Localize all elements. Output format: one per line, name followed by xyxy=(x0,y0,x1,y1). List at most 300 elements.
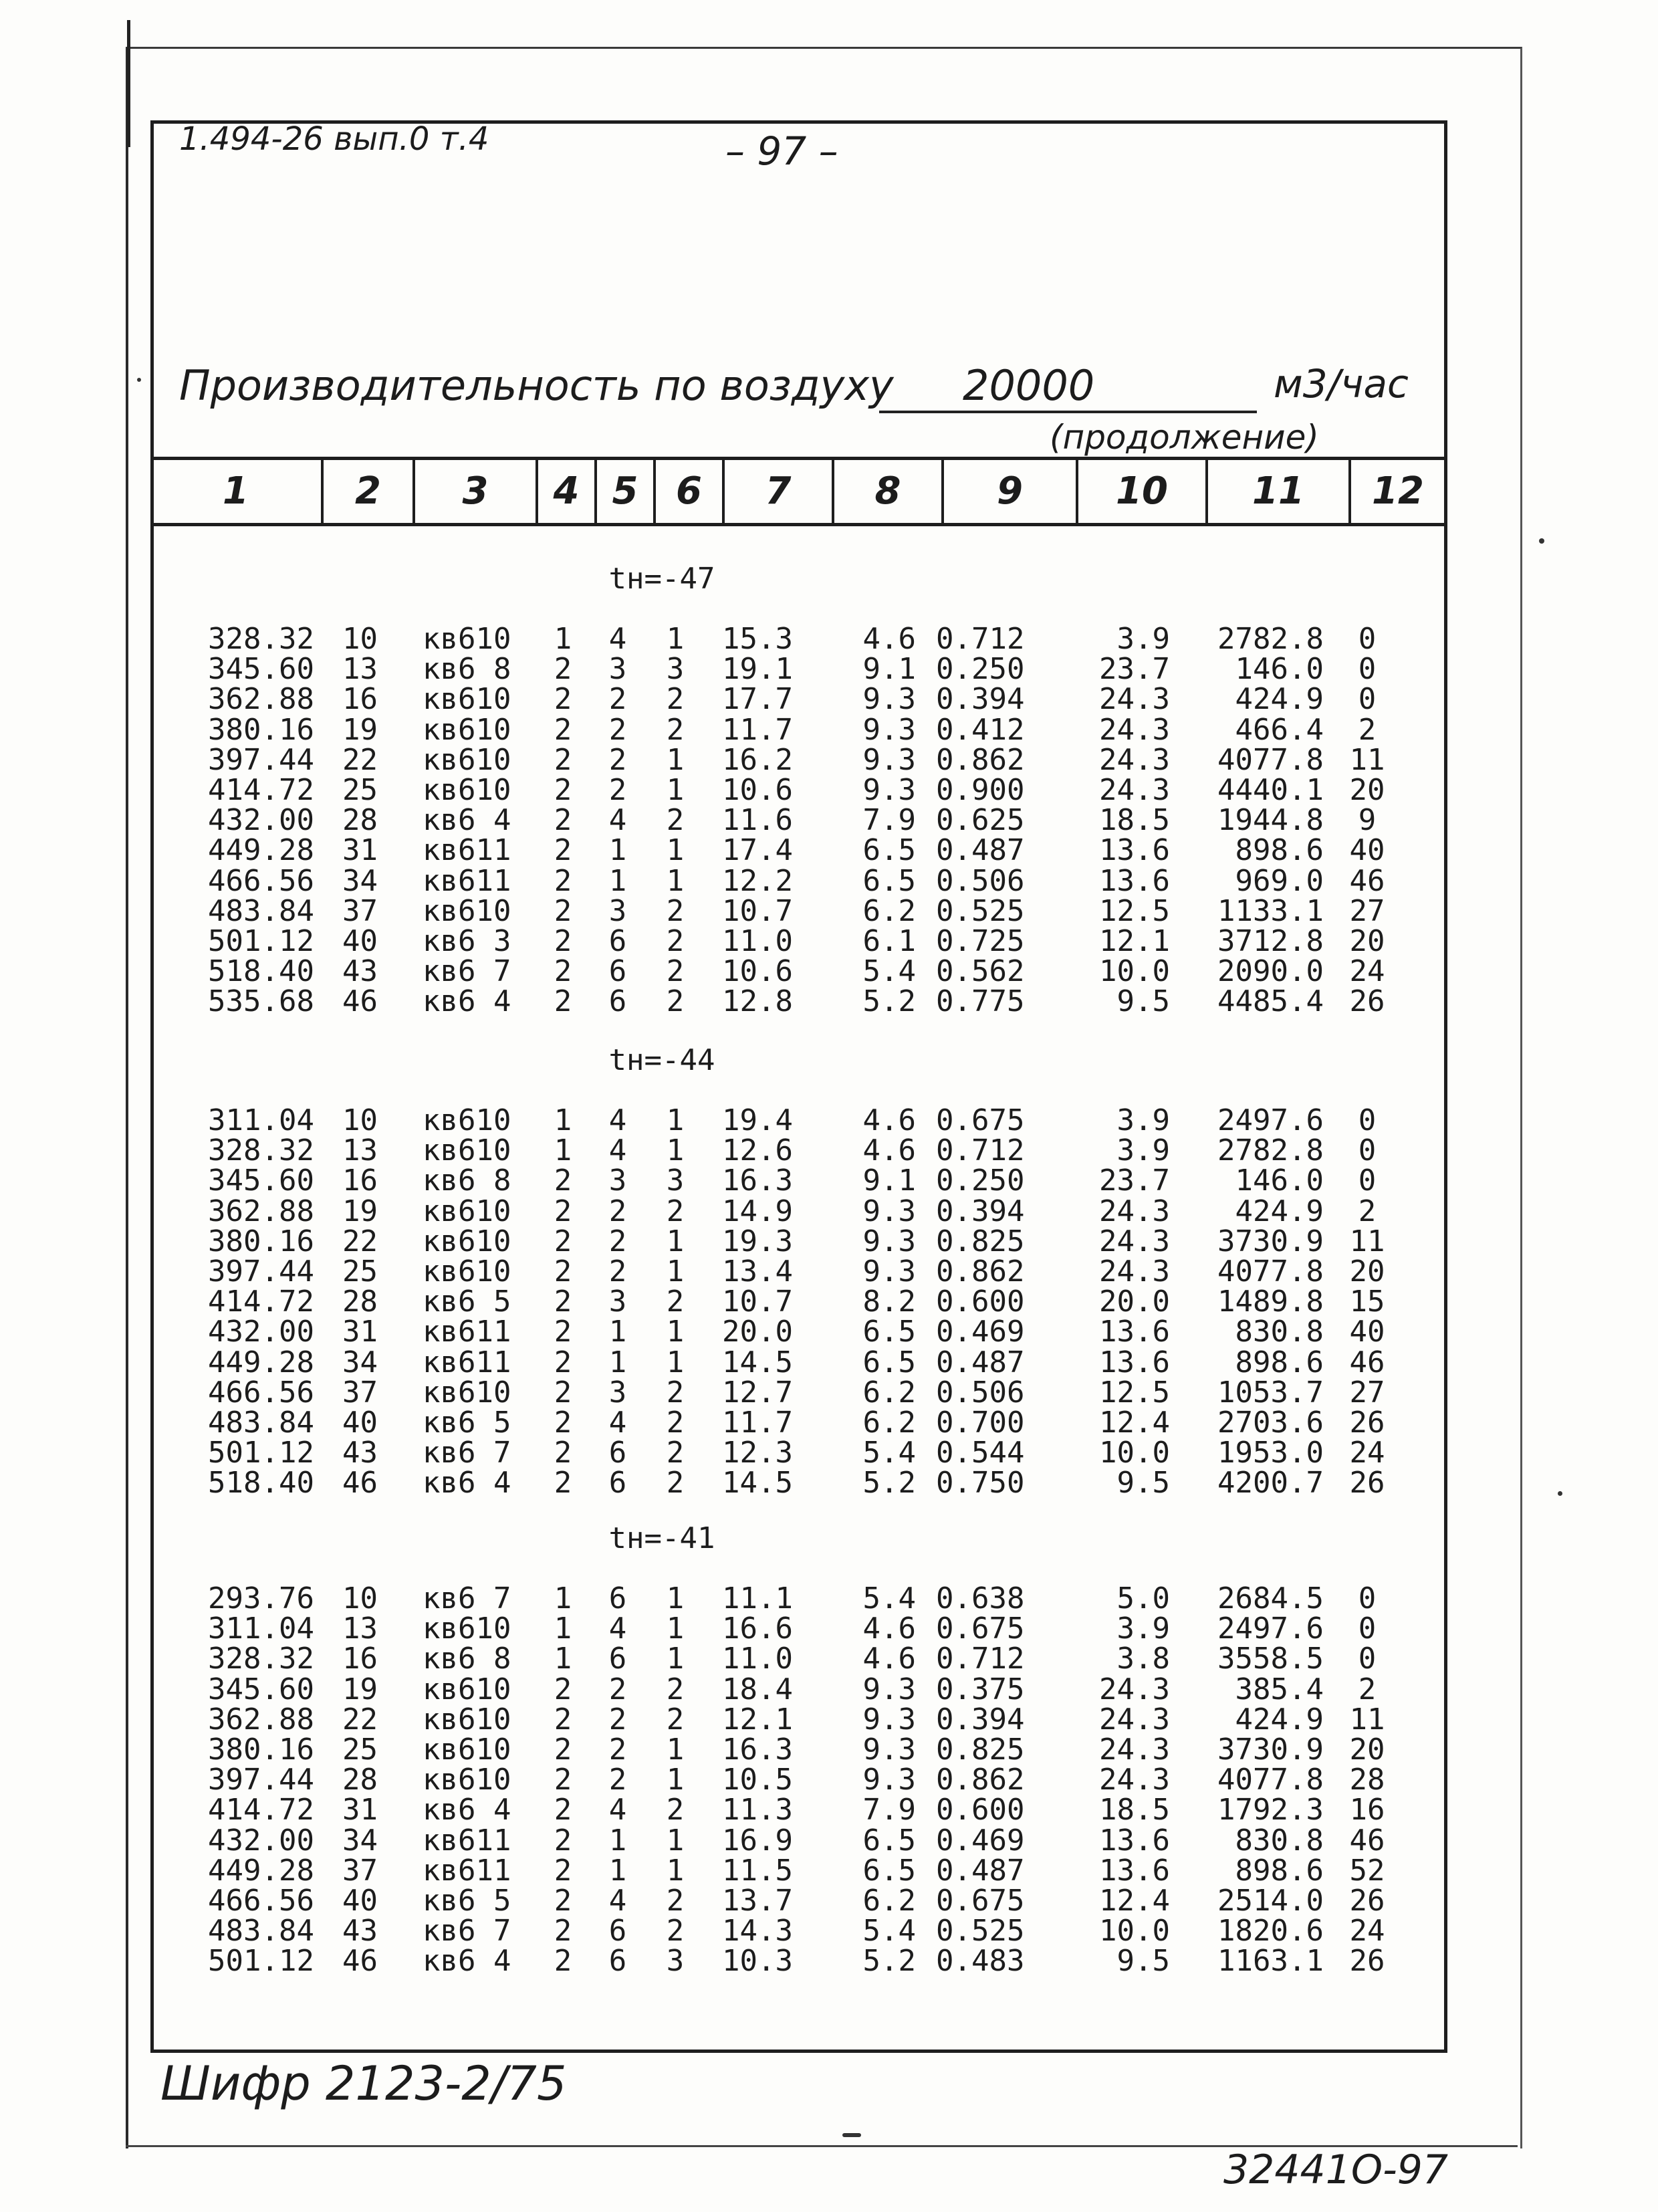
table-cell: 1 xyxy=(608,833,627,868)
table-cell: 2 xyxy=(608,1194,627,1228)
table-cell: кв610 xyxy=(423,893,511,928)
table-cell: 16 xyxy=(342,1642,378,1676)
table-row xyxy=(0,1194,1658,1228)
table-cell: 1820.6 xyxy=(1217,1914,1324,1949)
table-cell: 3.9 xyxy=(1116,1612,1170,1646)
table-cell: 1 xyxy=(666,1345,685,1379)
table-cell: 3 xyxy=(666,652,685,687)
table-cell: кв611 xyxy=(423,833,511,868)
table-cell: 1 xyxy=(666,1224,685,1258)
table-cell: 2 xyxy=(554,1164,572,1198)
table-cell: 6.1 xyxy=(862,924,916,958)
table-cell: кв6 4 xyxy=(423,984,511,1019)
table-cell: 2 xyxy=(608,1224,627,1258)
table-cell: 2 xyxy=(666,1672,685,1706)
table-row xyxy=(0,773,1658,807)
table-cell: 16.2 xyxy=(722,742,793,777)
table-cell: кв610 xyxy=(423,1254,511,1289)
table-cell: 10.0 xyxy=(1099,1914,1170,1949)
table-row xyxy=(0,1884,1658,1918)
table-header-row xyxy=(150,457,1447,526)
table-cell: 6 xyxy=(608,1436,627,1470)
column-header: 9 xyxy=(997,469,1023,513)
table-cell: кв6 4 xyxy=(423,1466,511,1501)
table-cell: кв611 xyxy=(423,1315,511,1349)
table-cell: 12.5 xyxy=(1099,893,1170,928)
table-cell: 10.7 xyxy=(722,893,793,928)
table-cell: 2 xyxy=(554,1406,572,1440)
table-cell: 1 xyxy=(666,1763,685,1797)
table-cell: 16.9 xyxy=(722,1823,793,1858)
table-cell: 362.88 xyxy=(208,682,314,717)
table-cell: кв6 3 xyxy=(423,924,511,958)
table-cell: 20 xyxy=(1349,1254,1385,1289)
column-header: 3 xyxy=(462,469,489,513)
table-cell: 5.2 xyxy=(862,984,916,1019)
page-number: – 97 – xyxy=(725,128,838,174)
table-row xyxy=(0,1254,1658,1289)
table-cell: 12.4 xyxy=(1099,1406,1170,1440)
table-cell: кв610 xyxy=(423,682,511,717)
table-cell: кв6 5 xyxy=(423,1285,511,1319)
table-cell: 2 xyxy=(666,1884,685,1918)
table-cell: 10.6 xyxy=(722,773,793,807)
table-cell: 6 xyxy=(608,924,627,958)
table-cell: 2 xyxy=(608,1672,627,1706)
table-cell: 9 xyxy=(1358,803,1377,838)
table-cell: 2 xyxy=(554,924,572,958)
table-cell: 414.72 xyxy=(208,1793,314,1828)
table-cell: 2 xyxy=(1358,712,1377,747)
table-cell: 0.375 xyxy=(936,1672,1025,1706)
table-cell: 4440.1 xyxy=(1217,773,1324,807)
table-cell: 1 xyxy=(608,863,627,898)
table-cell: 0.675 xyxy=(936,1884,1025,1918)
table-cell: 28 xyxy=(342,1285,378,1319)
table-cell: 3730.9 xyxy=(1217,1224,1324,1258)
table-cell: 5.4 xyxy=(862,1581,916,1616)
table-cell: 1489.8 xyxy=(1217,1285,1324,1319)
table-cell: 52 xyxy=(1349,1853,1385,1888)
table-cell: 2 xyxy=(1358,1194,1377,1228)
table-cell: 0.862 xyxy=(936,1763,1025,1797)
table-cell: 19 xyxy=(342,712,378,747)
table-cell: 14.5 xyxy=(722,1345,793,1379)
table-cell: 18.5 xyxy=(1099,1793,1170,1828)
table-cell: 3558.5 xyxy=(1217,1642,1324,1676)
table-cell: 830.8 xyxy=(1235,1315,1324,1349)
table-cell: 0.483 xyxy=(936,1944,1025,1979)
table-row xyxy=(0,1612,1658,1646)
table-cell: 3 xyxy=(608,1375,627,1410)
table-cell: 397.44 xyxy=(208,742,314,777)
table-cell: 483.84 xyxy=(208,1914,314,1949)
table-cell: 4077.8 xyxy=(1217,1763,1324,1797)
doc-code: 1.494-26 вып.0 т.4 xyxy=(179,120,489,158)
table-cell: кв6 7 xyxy=(423,1436,511,1470)
table-cell: 3.9 xyxy=(1116,1133,1170,1168)
table-cell: 3.9 xyxy=(1116,622,1170,656)
table-cell: 9.1 xyxy=(862,652,916,687)
table-cell: 19.1 xyxy=(722,652,793,687)
table-cell: 3730.9 xyxy=(1217,1733,1324,1767)
table-cell: 518.40 xyxy=(208,1466,314,1501)
table-cell: 34 xyxy=(342,1823,378,1858)
table-cell: 2 xyxy=(666,1375,685,1410)
table-cell: 2 xyxy=(554,1285,572,1319)
table-cell: кв6 7 xyxy=(423,1581,511,1616)
table-cell: 2 xyxy=(554,1345,572,1379)
table-row xyxy=(0,1823,1658,1858)
cipher-code: Шифр 2123-2/75 xyxy=(160,2056,567,2111)
table-cell: 2 xyxy=(1358,1672,1377,1706)
table-cell: 13.6 xyxy=(1099,833,1170,868)
table-cell: 0.638 xyxy=(936,1581,1025,1616)
table-cell: 40 xyxy=(342,924,378,958)
table-cell: 17.7 xyxy=(722,682,793,717)
section-title: tн=-47 xyxy=(608,562,715,596)
table-cell: 345.60 xyxy=(208,1164,314,1198)
table-cell: 5.2 xyxy=(862,1944,916,1979)
table-cell: 380.16 xyxy=(208,1733,314,1767)
table-cell: 1 xyxy=(666,1853,685,1888)
table-cell: 20.0 xyxy=(1099,1285,1170,1319)
table-cell: кв6 5 xyxy=(423,1406,511,1440)
scan-speck xyxy=(137,378,141,382)
table-cell: 0.525 xyxy=(936,1914,1025,1949)
table-cell: 362.88 xyxy=(208,1194,314,1228)
table-cell: 0.544 xyxy=(936,1436,1025,1470)
table-cell: 2 xyxy=(554,1914,572,1949)
table-cell: 19 xyxy=(342,1194,378,1228)
table-cell: 11 xyxy=(1349,1702,1385,1737)
table-cell: 6 xyxy=(608,1914,627,1949)
table-cell: кв6 8 xyxy=(423,1642,511,1676)
table-cell: 2 xyxy=(554,1763,572,1797)
table-cell: 31 xyxy=(342,1793,378,1828)
table-row xyxy=(0,803,1658,838)
column-header: 2 xyxy=(355,469,381,513)
table-cell: 28 xyxy=(342,803,378,838)
table-cell: 12.4 xyxy=(1099,1884,1170,1918)
table-cell: 2 xyxy=(554,1194,572,1228)
table-cell: 10.5 xyxy=(722,1763,793,1797)
table-cell: 26 xyxy=(1349,1466,1385,1501)
table-cell: 19 xyxy=(342,1672,378,1706)
column-header: 10 xyxy=(1116,469,1168,513)
table-cell: 3712.8 xyxy=(1217,924,1324,958)
table-cell: 2 xyxy=(554,984,572,1019)
table-cell: 2 xyxy=(554,803,572,838)
table-cell: 432.00 xyxy=(208,803,314,838)
column-header: 6 xyxy=(676,469,702,513)
table-cell: 19.3 xyxy=(722,1224,793,1258)
table-cell: 2 xyxy=(666,1285,685,1319)
table-cell: 0 xyxy=(1358,1581,1377,1616)
table-cell: 345.60 xyxy=(208,652,314,687)
table-cell: 13.7 xyxy=(722,1884,793,1918)
table-row xyxy=(0,1793,1658,1828)
table-cell: 13 xyxy=(342,652,378,687)
table-cell: 25 xyxy=(342,1733,378,1767)
table-cell: 12.6 xyxy=(722,1133,793,1168)
table-cell: 20 xyxy=(1349,1733,1385,1767)
table-cell: 449.28 xyxy=(208,1853,314,1888)
table-cell: 24.3 xyxy=(1099,1224,1170,1258)
table-cell: 1 xyxy=(666,1254,685,1289)
table-cell: 20 xyxy=(1349,924,1385,958)
table-cell: 24.3 xyxy=(1099,1702,1170,1737)
table-cell: 13.6 xyxy=(1099,863,1170,898)
table-cell: 3 xyxy=(666,1944,685,1979)
table-cell: 0.862 xyxy=(936,1254,1025,1289)
table-cell: 18.4 xyxy=(722,1672,793,1706)
table-cell: 385.4 xyxy=(1235,1672,1324,1706)
table-cell: 24 xyxy=(1349,954,1385,989)
table-cell: 37 xyxy=(342,893,378,928)
table-cell: 15 xyxy=(1349,1285,1385,1319)
table-cell: 2 xyxy=(554,1884,572,1918)
table-cell: 13 xyxy=(342,1612,378,1646)
table-cell: 22 xyxy=(342,1224,378,1258)
table-cell: 14.3 xyxy=(722,1914,793,1949)
table-cell: 328.32 xyxy=(208,1642,314,1676)
table-cell: 4 xyxy=(608,1406,627,1440)
table-cell: 2 xyxy=(554,1254,572,1289)
table-cell: 11 xyxy=(1349,1224,1385,1258)
table-cell: 0.506 xyxy=(936,1375,1025,1410)
table-cell: 11.1 xyxy=(722,1581,793,1616)
table-cell: 9.3 xyxy=(862,712,916,747)
table-cell: 2703.6 xyxy=(1217,1406,1324,1440)
table-cell: 2 xyxy=(666,682,685,717)
table-cell: 46 xyxy=(342,1944,378,1979)
table-cell: 46 xyxy=(342,1466,378,1501)
table-cell: 0 xyxy=(1358,1612,1377,1646)
table-cell: 483.84 xyxy=(208,1406,314,1440)
table-cell: 26 xyxy=(1349,1406,1385,1440)
table-cell: кв611 xyxy=(423,1853,511,1888)
table-row xyxy=(0,1914,1658,1949)
table-cell: кв6 7 xyxy=(423,1914,511,1949)
table-cell: 9.5 xyxy=(1116,1466,1170,1501)
table-row xyxy=(0,1406,1658,1440)
table-cell: 1 xyxy=(666,1103,685,1137)
table-cell: 16 xyxy=(342,1164,378,1198)
table-cell: 2 xyxy=(554,1224,572,1258)
table-cell: 20.0 xyxy=(722,1315,793,1349)
table-cell: 1 xyxy=(554,1612,572,1646)
table-cell: 2 xyxy=(608,742,627,777)
table-cell: 14.9 xyxy=(722,1194,793,1228)
table-cell: 26 xyxy=(1349,984,1385,1019)
table-cell: 2 xyxy=(554,1315,572,1349)
table-cell: 19.4 xyxy=(722,1103,793,1137)
table-cell: 0.506 xyxy=(936,863,1025,898)
table-cell: 11.6 xyxy=(722,803,793,838)
table-cell: 12.7 xyxy=(722,1375,793,1410)
table-cell: 2 xyxy=(666,712,685,747)
performance-underline xyxy=(879,411,1257,413)
table-cell: 432.00 xyxy=(208,1315,314,1349)
table-cell: 4 xyxy=(608,1103,627,1137)
table-cell: 11.5 xyxy=(722,1853,793,1888)
table-cell: 0.600 xyxy=(936,1285,1025,1319)
table-cell: 2 xyxy=(666,803,685,838)
table-cell: 43 xyxy=(342,1436,378,1470)
table-cell: 14.5 xyxy=(722,1466,793,1501)
table-cell: 23.7 xyxy=(1099,652,1170,687)
table-cell: 10 xyxy=(342,1103,378,1137)
table-cell: кв610 xyxy=(423,622,511,656)
table-cell: 25 xyxy=(342,1254,378,1289)
performance-unit: м3/час xyxy=(1274,361,1409,407)
table-row xyxy=(0,712,1658,747)
table-row xyxy=(0,652,1658,687)
table-cell: 0.412 xyxy=(936,712,1025,747)
table-cell: 1 xyxy=(666,1823,685,1858)
table-cell: 2 xyxy=(554,1375,572,1410)
table-cell: 0 xyxy=(1358,1103,1377,1137)
table-cell: 13.6 xyxy=(1099,1345,1170,1379)
column-header: 12 xyxy=(1372,469,1424,513)
table-cell: 535.68 xyxy=(208,984,314,1019)
table-cell: 9.5 xyxy=(1116,1944,1170,1979)
table-cell: 4.6 xyxy=(862,1103,916,1137)
table-cell: 11.3 xyxy=(722,1793,793,1828)
table-cell: 0.600 xyxy=(936,1793,1025,1828)
table-cell: 15.3 xyxy=(722,622,793,656)
table-cell: 146.0 xyxy=(1235,1164,1324,1198)
table-cell: 9.3 xyxy=(862,1254,916,1289)
table-cell: 6 xyxy=(608,1944,627,1979)
table-cell: 3.9 xyxy=(1116,1103,1170,1137)
table-cell: 1 xyxy=(666,1642,685,1676)
table-cell: 1163.1 xyxy=(1217,1944,1324,1979)
table-cell: 380.16 xyxy=(208,1224,314,1258)
table-cell: 969.0 xyxy=(1235,863,1324,898)
table-cell: кв610 xyxy=(423,1672,511,1706)
table-cell: 6 xyxy=(608,1642,627,1676)
table-cell: кв610 xyxy=(423,1133,511,1168)
column-header: 1 xyxy=(223,469,249,513)
table-cell: 22 xyxy=(342,742,378,777)
table-cell: 2 xyxy=(608,1254,627,1289)
table-row xyxy=(0,1315,1658,1349)
table-cell: 0.825 xyxy=(936,1733,1025,1767)
table-cell: 2 xyxy=(608,1702,627,1737)
table-cell: 501.12 xyxy=(208,924,314,958)
table-cell: кв610 xyxy=(423,1702,511,1737)
table-row xyxy=(0,682,1658,717)
table-cell: 2 xyxy=(554,682,572,717)
table-row xyxy=(0,1436,1658,1470)
table-cell: 31 xyxy=(342,833,378,868)
table-cell: 2514.0 xyxy=(1217,1884,1324,1918)
table-cell: 898.6 xyxy=(1235,833,1324,868)
table-cell: 1 xyxy=(666,742,685,777)
table-cell: 0 xyxy=(1358,682,1377,717)
column-header: 7 xyxy=(765,469,792,513)
continued-note: (продолжение) xyxy=(1050,418,1319,457)
table-cell: 466.4 xyxy=(1235,712,1324,747)
table-cell: 1 xyxy=(554,1642,572,1676)
table-cell: 13 xyxy=(342,1133,378,1168)
table-cell: 1 xyxy=(666,773,685,807)
table-cell: 1053.7 xyxy=(1217,1375,1324,1410)
table-cell: 10.0 xyxy=(1099,954,1170,989)
table-cell: 1792.3 xyxy=(1217,1793,1324,1828)
table-cell: 2 xyxy=(666,984,685,1019)
table-cell: 2 xyxy=(666,954,685,989)
table-cell: кв610 xyxy=(423,1375,511,1410)
table-row xyxy=(0,1133,1658,1168)
table-cell: 2497.6 xyxy=(1217,1612,1324,1646)
table-cell: 311.04 xyxy=(208,1612,314,1646)
table-cell: 46 xyxy=(1349,863,1385,898)
table-cell: 4 xyxy=(608,1133,627,1168)
table-cell: 9.3 xyxy=(862,1672,916,1706)
table-cell: 2 xyxy=(666,1793,685,1828)
table-cell: 0.712 xyxy=(936,1642,1025,1676)
table-cell: 2 xyxy=(554,954,572,989)
table-cell: 1953.0 xyxy=(1217,1436,1324,1470)
table-cell: 9.3 xyxy=(862,1733,916,1767)
table-cell: 466.56 xyxy=(208,1884,314,1918)
table-cell: 24.3 xyxy=(1099,682,1170,717)
table-cell: 27 xyxy=(1349,1375,1385,1410)
table-cell: кв6 4 xyxy=(423,1793,511,1828)
table-row xyxy=(0,1642,1658,1676)
table-cell: 0.394 xyxy=(936,1194,1025,1228)
table-cell: 40 xyxy=(1349,833,1385,868)
table-cell: кв610 xyxy=(423,1612,511,1646)
table-cell: 146.0 xyxy=(1235,652,1324,687)
table-cell: 0 xyxy=(1358,1642,1377,1676)
table-cell: 40 xyxy=(342,1884,378,1918)
table-cell: 5.4 xyxy=(862,1914,916,1949)
table-cell: 0.862 xyxy=(936,742,1025,777)
table-cell: 13.6 xyxy=(1099,1823,1170,1858)
table-cell: 449.28 xyxy=(208,1345,314,1379)
table-cell: 6 xyxy=(608,954,627,989)
table-cell: 424.9 xyxy=(1235,1194,1324,1228)
table-cell: 2 xyxy=(554,1672,572,1706)
table-cell: 1 xyxy=(608,1823,627,1858)
table-cell: 24.3 xyxy=(1099,1254,1170,1289)
table-cell: 13.4 xyxy=(722,1254,793,1289)
table-cell: 16.3 xyxy=(722,1164,793,1198)
table-cell: 0.487 xyxy=(936,1853,1025,1888)
table-row xyxy=(0,1853,1658,1888)
table-cell: 3 xyxy=(608,1164,627,1198)
table-cell: 43 xyxy=(342,1914,378,1949)
table-cell: 3 xyxy=(666,1164,685,1198)
table-cell: 2 xyxy=(608,1763,627,1797)
table-cell: 20 xyxy=(1349,773,1385,807)
table-cell: 2090.0 xyxy=(1217,954,1324,989)
table-cell: 328.32 xyxy=(208,622,314,656)
table-cell: 362.88 xyxy=(208,1702,314,1737)
table-cell: 518.40 xyxy=(208,954,314,989)
table-cell: 6 xyxy=(608,1466,627,1501)
table-cell: 13.6 xyxy=(1099,1315,1170,1349)
table-cell: 6.2 xyxy=(862,1375,916,1410)
table-cell: 2 xyxy=(554,863,572,898)
table-cell: 0.469 xyxy=(936,1315,1025,1349)
table-row xyxy=(0,924,1658,958)
scan-speck xyxy=(1558,1491,1562,1496)
